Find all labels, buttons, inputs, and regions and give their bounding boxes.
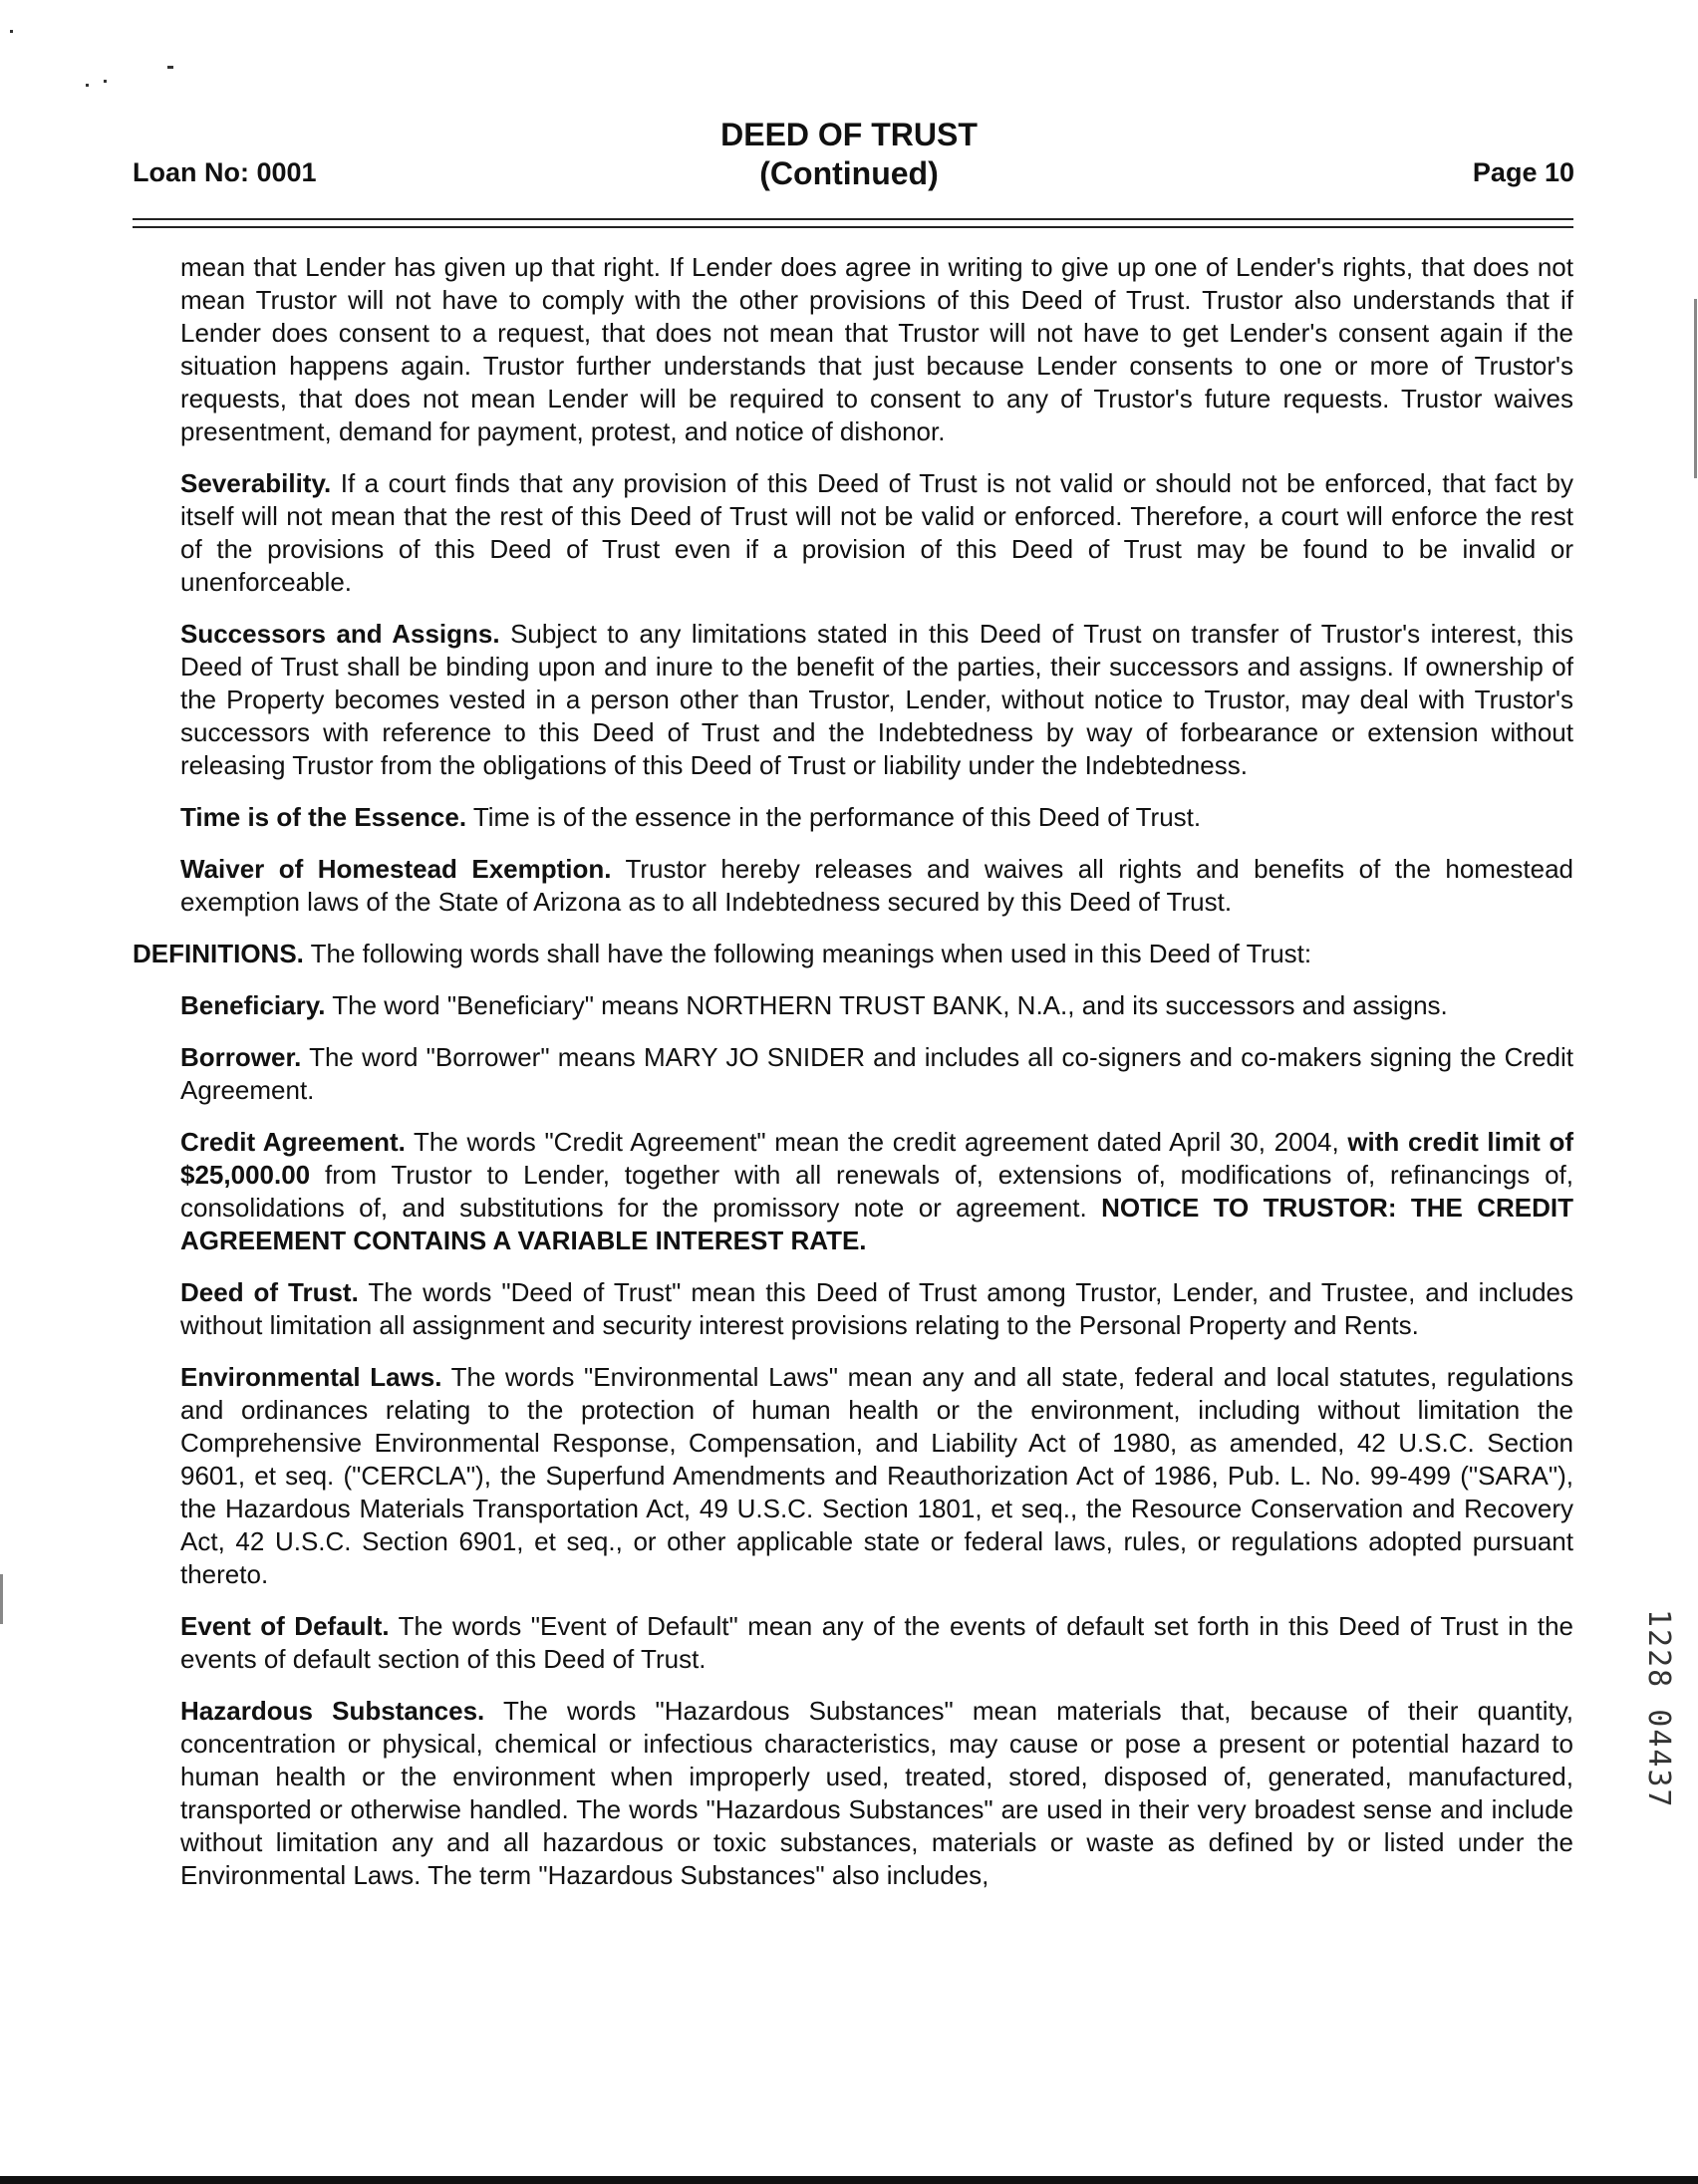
term-definition: The words "Credit Agreement" mean the credit agreement dated April 30, 2004, xyxy=(405,1127,1348,1157)
term-definition: from Trustor to Lender, together with all renewals of, extensions of, modifications of, refinancings of, consolidations of, and substitutions for the promissory note or agreement. xyxy=(180,1160,1573,1223)
term-definition: The word "Borrower" means MARY JO SNIDER and includes all co-signers and co-makers signing the Credit Agreement. xyxy=(180,1042,1573,1105)
section-text: Subject to any limitations stated in this Deed of Trust on transfer of Trustor's interest, this Deed of Trust shall be binding upon and inure to the benefit of the parties, their successors and assigns. If ownership of the Property becomes vested in a person other than Trustor, Lender, without notice to Trustor, may deal with Trustor's successors with reference to this Deed of Trust and the Indebtedness by way of forbearance or extension without releasing Trustor from the obligations of this Deed of Trust or liability under the Indebtedness. xyxy=(180,619,1573,780)
term: Deed of Trust. xyxy=(180,1277,359,1307)
section-heading: Successors and Assigns. xyxy=(180,619,500,649)
recording-stamp: 1228 04437 xyxy=(1641,1609,1676,1809)
document-body xyxy=(133,251,1574,1911)
section-heading: Waiver of Homestead Exemption. xyxy=(180,854,612,884)
definition-hazardous-substances xyxy=(180,1695,1573,1892)
paragraph-severability xyxy=(180,467,1573,599)
page-number: Page 10 xyxy=(1472,157,1574,187)
scan-bottom-edge xyxy=(0,2176,1698,2184)
variable-rate-notice: NOTICE TO TRUSTOR: THE CREDIT AGREEMENT CONTAINS A VARIABLE INTEREST RATE. xyxy=(180,1193,1573,1255)
scan-edge xyxy=(1694,299,1697,478)
scan-speck xyxy=(10,30,13,33)
definition-deed-of-trust xyxy=(180,1276,1573,1342)
section-text: Time is of the essence in the performance of this Deed of Trust. xyxy=(466,802,1202,832)
definition-borrower xyxy=(180,1041,1573,1107)
section-heading: DEFINITIONS. xyxy=(133,939,304,968)
section-text: If a court finds that any provision of this Deed of Trust is not valid or should not be enforced, that fact by itself will not mean that the rest of this Deed of Trust will not be valid or enforced. Therefore, a court will enforce the rest of the provisions of this Deed of Trust even if a provision of this Deed of Trust may be found to be invalid or unenforceable. xyxy=(180,468,1573,597)
loan-number: Loan No: 0001 xyxy=(133,157,317,187)
section-text: The following words shall have the following meanings when used in this Deed of Trust: xyxy=(303,939,1312,968)
term: Beneficiary. xyxy=(180,990,326,1020)
paragraph-definitions xyxy=(133,938,1573,970)
header-rule xyxy=(133,218,1573,220)
scan-speck xyxy=(167,66,173,69)
paragraph-successors xyxy=(180,618,1573,782)
header-rule xyxy=(133,226,1573,228)
section-heading: Time is of the Essence. xyxy=(180,802,467,832)
term: Hazardous Substances. xyxy=(180,1696,485,1726)
paragraph-time xyxy=(180,801,1573,834)
definition-event-of-default xyxy=(180,1610,1573,1676)
document-title: DEED OF TRUST xyxy=(720,117,978,152)
section-heading: Severability. xyxy=(180,468,332,498)
section-text: Trustor hereby releases and waives all rights and benefits of the homestead exemption laws of the State of Arizona as to all Indebtedness secured by this Deed of Trust. xyxy=(180,854,1574,917)
scan-speck xyxy=(86,84,89,87)
paragraph-waiver xyxy=(180,853,1573,919)
scan-speck xyxy=(104,80,107,83)
term: Borrower. xyxy=(180,1042,302,1072)
term: Environmental Laws. xyxy=(180,1362,442,1392)
term: Credit Agreement. xyxy=(180,1127,406,1157)
definition-beneficiary xyxy=(180,989,1573,1022)
term-definition: The words "Hazardous Substances" mean materials that, because of their quantity, concentration or physical, chemical or infectious characteristics, may cause or pose a present or potential hazard to human health or the environment when improperly used, treated, stored, disposed of, generated, manufactured, transported or otherwise handled. The words "Hazardous Substances" are used in their very broadest sense and include without limitation any and all hazardous or toxic substances, materials or waste as defined by or listed under the Environmental Laws. The term "Hazardous Substances" also includes, xyxy=(180,1696,1574,1890)
definition-environmental-laws xyxy=(180,1361,1573,1591)
term-definition: The word "Beneficiary" means NORTHERN TRUST BANK, N.A., and its successors and assigns. xyxy=(325,990,1448,1020)
credit-limit: with credit limit of $25,000.00 xyxy=(180,1127,1574,1190)
term-definition: The words "Deed of Trust" mean this Deed of Trust among Trustor, Lender, and Trustee, and includes without limitation all assignment and security interest provisions relating to the Personal Property and Rents. xyxy=(180,1277,1573,1340)
document-subtitle: (Continued) xyxy=(759,155,939,191)
term-definition: The words "Environmental Laws" mean any and all state, federal and local statutes, regulations and ordinances relating to the protection of human health or the environment, including without limitation the Comprehensive Environmental Response, Compensation, and Liability Act of 1980, as amended, 42 U.S.C. Section 9601, et seq. ("CERCLA"), the Superfund Amendments and Reauthorization Act of 1986, Pub. L. No. 99-499 ("SARA"), the Hazardous Materials Transportation Act, 49 U.S.C. Section 1801, et seq., the Resource Conservation and Recovery Act, 42 U.S.C. Section 6901, et seq., or other applicable state or federal laws, rules, or regulations adopted pursuant thereto. xyxy=(180,1362,1573,1589)
term-definition: The words "Event of Default" mean any of the events of default set forth in this Deed of Trust in the events of default section of this Deed of Trust. xyxy=(180,1611,1573,1674)
paragraph-intro: mean that Lender has given up that right. If Lender does agree in writing to give up one of Lender's rights, that does not mean Trustor will not have to comply with the other provisions of this Deed of Trust. Trustor also understands that if Lender does consent to a request, that does not mean that Trustor will not have to get Lender's consent again if the situation happens again. Trustor further understands that just because Lender consents to one or more of Trustor's requests, that does not mean Lender will be required to consent to any of Trustor's future requests. Trustor waives presentment, demand for payment, protest, and notice of dishonor. xyxy=(180,252,1573,446)
term: Event of Default. xyxy=(180,1611,390,1641)
scan-edge xyxy=(0,1574,3,1624)
definition-credit-agreement xyxy=(180,1126,1573,1257)
